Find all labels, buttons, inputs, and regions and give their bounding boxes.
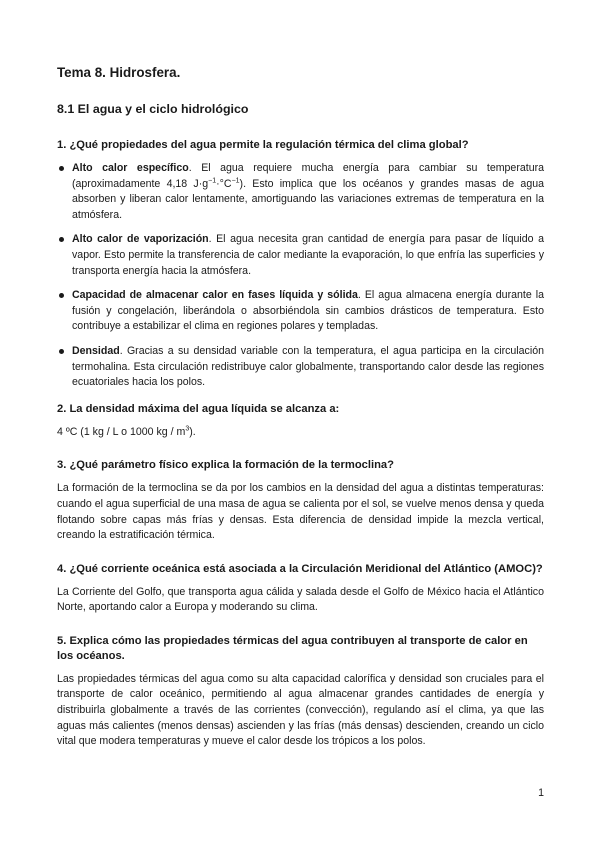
- superscript: 3: [185, 425, 190, 433]
- list-item-term: Capacidad de almacenar calor en fases líquida y sólida: [72, 289, 358, 302]
- superscript: −1: [208, 177, 217, 185]
- list-item: [57, 288, 544, 335]
- bullet-icon: [59, 237, 64, 242]
- page-number: 1: [538, 787, 544, 799]
- list-item: [57, 344, 544, 391]
- question-1-list: [57, 161, 544, 391]
- question-3-block: [57, 458, 544, 543]
- list-item-term: Alto calor de vaporización: [72, 233, 209, 246]
- answer-5: Las propiedades térmicas del agua como su alta capacidad calorífica y densidad son cruciales para el transporte de calor oceánico, permitiendo al agua almacenar grandes cantidades de energía y distribuirla globalmente a través de las corrientes (convección), regulando así el clima, ya que las aguas más calientes (menos densas) ascienden y las frías (más densas) descienden, creando un ciclo vital que modera temperaturas y mueve el calor desde los trópicos a los polos.: [57, 672, 544, 748]
- answer-4: La Corriente del Golfo, que transporta agua cálida y salada desde el Golfo de México hacia el Atlántico Norte, aportando calor a Europa y moderando su clima.: [57, 585, 544, 614]
- question-2: 2. La densidad máxima del agua líquida se alcanza a:: [57, 402, 340, 415]
- question-2-block: [57, 402, 544, 441]
- list-item-text: . El agua almacena energía durante la fusión y congelación, liberándola o absorbiéndola sin cambios drásticos de temperatura. Esto contribuye a estabilizar el clima en regiones polares y templadas.: [72, 289, 544, 333]
- question-5-block: [57, 634, 544, 750]
- answer-3: La formación de la termoclina se da por los cambios en la densidad del agua a distintas temperaturas: cuando el agua superficial de una masa de agua se calienta por el sol, se vuelve menos densa y queda flotando sobre capas más frías y densas. Esta diferencia de densidad impide la mezcla vertical, creando la estratificación térmica.: [57, 482, 544, 542]
- answer-2: [57, 425, 544, 441]
- list-item-term: Densidad: [72, 344, 120, 357]
- list-item-text: . Gracias a su densidad variable con la temperatura, el agua participa en la circulación termohalina. Esta circulación redistribuye calor globalmente, transportando calor desde las regiones ecuatoriales hacia los polos.: [72, 344, 544, 389]
- question-4-block: [57, 562, 544, 616]
- list-item: [57, 161, 544, 223]
- question-1: 1. ¿Qué propiedades del agua permite la regulación térmica del clima global?: [57, 139, 469, 151]
- list-item: [57, 232, 544, 279]
- answer-2-text: 4 ºC (1 kg / L o 1000 kg / m: [57, 425, 186, 438]
- bullet-icon: [59, 349, 64, 354]
- question-4: 4. ¿Qué corriente oceánica está asociada a la Circulación Meridional del Atlántico (AMOC)?: [57, 562, 543, 575]
- answer-2-text-end: ).: [189, 425, 196, 438]
- list-item-text: . El agua requiere mucha energía para cambiar su temperatura (aproximadamente 4,18 J·g: [72, 162, 545, 190]
- list-item-text: ·°C: [216, 177, 232, 190]
- list-item-text: ). Esto implica que los océanos y grandes masas de agua absorben y liberan calor lentamente, amortiguando las variaciones extremas de temperatura en la atmósfera.: [72, 177, 544, 221]
- question-5: 5. Explica cómo las propiedades térmicas del agua contribuyen al transporte de calor en los océanos.: [57, 634, 528, 662]
- section-title: 8.1 El agua y el ciclo hidrológico: [57, 102, 249, 116]
- bullet-icon: [59, 166, 64, 171]
- list-item-term: Alto calor específico: [72, 162, 189, 174]
- superscript: −1: [231, 177, 240, 185]
- bullet-icon: [59, 293, 64, 298]
- question-3: 3. ¿Qué parámetro físico explica la formación de la termoclina?: [57, 459, 394, 472]
- question-1-block: [57, 138, 544, 391]
- list-item-text: . El agua necesita gran cantidad de energía para pasar de líquido a vapor. Esto permite la transferencia de calor mediante la evaporación, lo que enfría las superficies y transporta energía hacia la atmósfera.: [72, 233, 544, 277]
- document-title: Tema 8. Hidrosfera.: [57, 65, 181, 80]
